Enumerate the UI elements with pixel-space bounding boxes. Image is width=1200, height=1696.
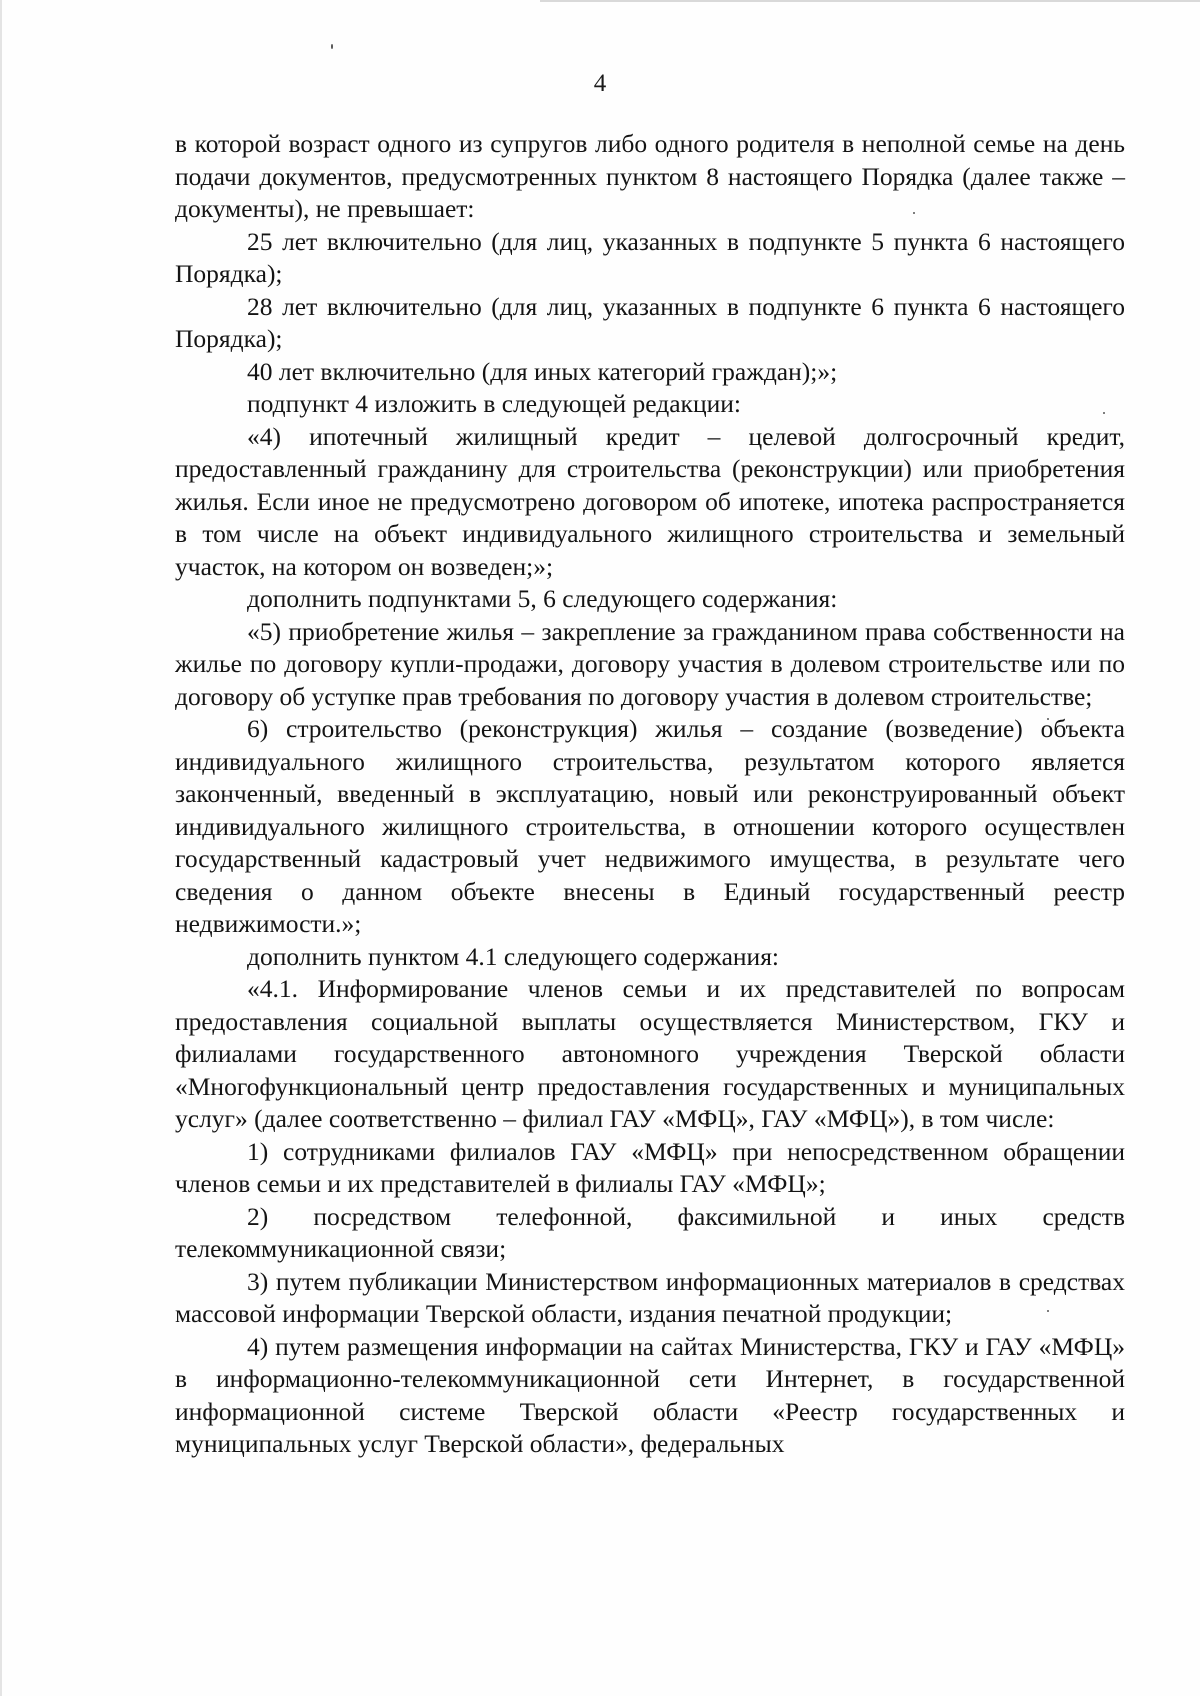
paragraph: 25 лет включительно (для лиц, указанных в подпункте 5 пункта 6 настоящего Порядка); (175, 226, 1125, 288)
page-number: 4 (593, 70, 607, 97)
paragraph: в которой возраст одного из супругов либо одного родителя в неполной семье на день подачи документов, предусмотренных пунктом 8 настоящего Порядка (далее также – документы), не превышает: (175, 129, 1125, 223)
paragraph: 28 лет включительно (для лиц, указанных в подпункте 6 пункта 6 настоящего Порядка); (175, 291, 1125, 353)
paragraph: 2) посредством телефонной, факсимильной и иных средств телекоммуникационной связи; (175, 1201, 1125, 1263)
paragraph: «4.1. Информирование членов семьи и их представителей по вопросам предоставления социальной выплаты осуществляется Министерством, ГКУ и филиалами государственного автономного учреждения Тверской области «Многофункциональный центр предоставления государственных и муниципальных услуг» (далее соответственно – филиал ГАУ «МФЦ», ГАУ «МФЦ»), в том числе: (175, 974, 1125, 1133)
paragraph: 40 лет включительно (для иных категорий граждан);»; (247, 356, 838, 386)
paragraph: дополнить подпунктами 5, 6 следующего содержания: (247, 584, 838, 613)
scan-edge-top (540, 0, 1200, 2)
paragraph: 1) сотрудниками филиалов ГАУ «МФЦ» при непосредственном обращении членов семьи и их представителей в филиалы ГАУ «МФЦ»; (175, 1136, 1125, 1198)
document-body (175, 128, 1125, 1461)
scan-edge-left (0, 0, 2, 1696)
paragraph: «5) приобретение жилья – закрепление за гражданином права собственности на жилье по договору купли-продажи, договору участия в долевом строительстве или по договору об уступке прав требования по договору участия в долевом строительстве; (175, 616, 1125, 711)
paragraph: 3) путем публикации Министерством информационных материалов в средствах массовой информации Тверской области, издания печатной продукции; (175, 1266, 1125, 1328)
paragraph: подпункт 4 изложить в следующей редакции: (247, 389, 741, 418)
paragraph: 6) строительство (реконструкция) жилья – создание (возведение) объекта индивидуального жилищного строительства, результатом которого является законченный, введенный в эксплуатацию, новый или реконструированный объект индивидуального жилищного строительства, в отношении которого осуществлен государственный кадастровый учет недвижимого имущества, в результате чего сведения о данном объекте внесены в Единый государственный реестр недвижимости.»; (175, 714, 1125, 938)
paragraph: дополнить пунктом 4.1 следующего содержания: (247, 941, 780, 971)
paragraph: «4) ипотечный жилищный кредит – целевой долгосрочный кредит, предоставленный гражданину для строительства (реконструкции) или приобретения жилья. Если иное не предусмотрено договором об ипотеке, ипотека распространяется в том числе на объект индивидуального жилищного строительства и земельный участок, на котором он возведен;»; (175, 421, 1125, 581)
paragraph: 4) путем размещения информации на сайтах Министерства, ГКУ и ГАУ «МФЦ» в информационно-телекоммуникационной сети Интернет, в государственной информационной системе Тверской области «Реестр государственных и муниципальных услуг Тверской области», федеральных (175, 1331, 1125, 1458)
scan-speck (331, 44, 333, 49)
